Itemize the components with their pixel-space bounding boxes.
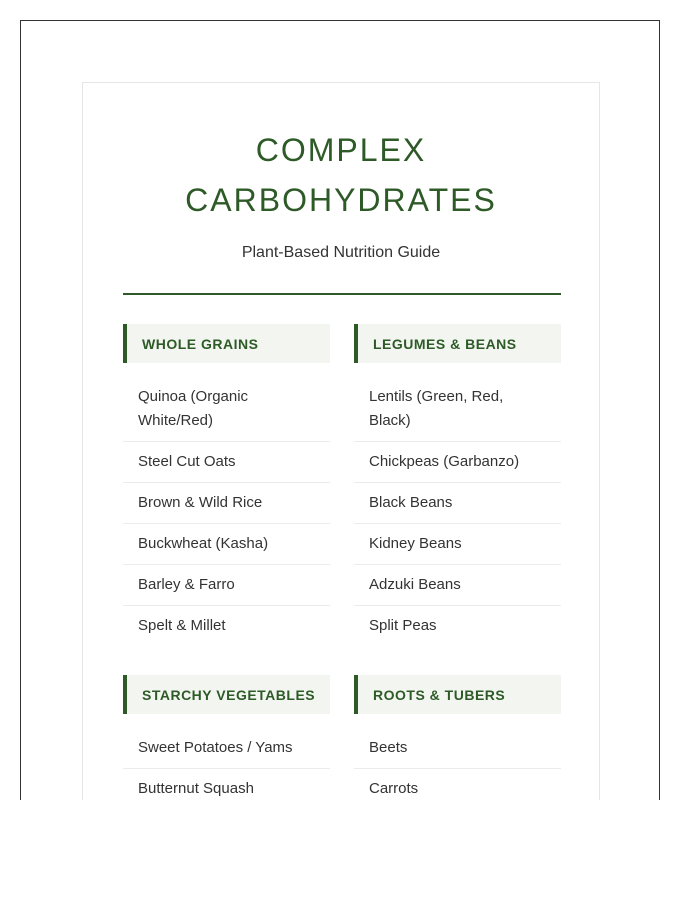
section-header: STARCHY VEGETABLES [123,675,330,714]
section-item-list [354,728,561,800]
section-item-list [123,377,330,646]
page-title [83,125,599,225]
guide-card [82,82,600,800]
list-item: Black Beans [354,483,561,524]
list-item: Barley & Farro [123,565,330,606]
list-item: Carrots [369,780,419,797]
list-item: Steel Cut Oats [123,442,330,483]
title-line-2: CARBOHYDRATES [185,182,497,218]
section-header: LEGUMES & BEANS [354,324,561,363]
title-line-1: COMPLEX [255,132,427,168]
list-item: Chickpeas (Garbanzo) [354,442,561,483]
list-item: Beets [354,728,561,769]
section-whole-grains [123,324,330,646]
page-frame [20,20,660,800]
section-starchy-vegetables [123,675,330,800]
list-item: Quinoa (Organic White/Red) [123,377,330,442]
title-divider [123,293,561,295]
list-item: Butternut Squash [138,780,254,797]
list-item: Adzuki Beans [354,565,561,606]
section-item-list [123,728,330,800]
section-roots-tubers [354,675,561,800]
list-item: Spelt & Millet [138,617,226,634]
list-item: Lentils (Green, Red, Black) [354,377,561,442]
list-item: Kidney Beans [354,524,561,565]
list-item: Split Peas [369,617,437,634]
list-item: Brown & Wild Rice [123,483,330,524]
list-item: Sweet Potatoes / Yams [123,728,330,769]
section-header: ROOTS & TUBERS [354,675,561,714]
list-item: Buckwheat (Kasha) [123,524,330,565]
section-legumes-beans [354,324,561,646]
section-header: WHOLE GRAINS [123,324,330,363]
page-subtitle: Plant-Based Nutrition Guide [241,244,441,261]
section-item-list [354,377,561,646]
